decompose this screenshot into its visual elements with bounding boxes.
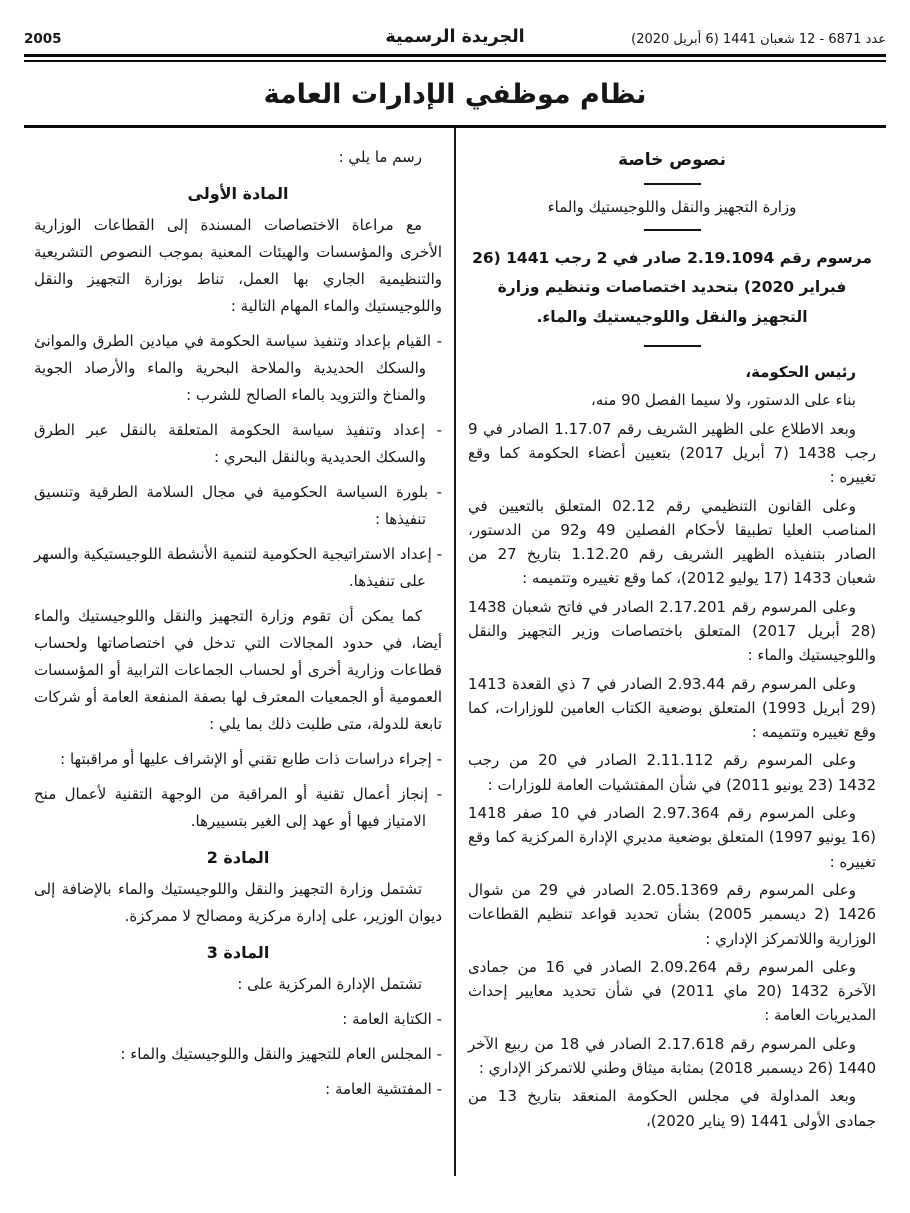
gazette-title: الجريدة الرسمية	[385, 27, 525, 47]
page-number: 2005	[24, 31, 62, 47]
article-paragraph: تشتمل الإدارة المركزية على :	[237, 975, 422, 993]
article-2-heading: المادة 2	[206, 848, 270, 867]
article-1-heading: المادة الأولى	[187, 184, 289, 203]
preamble-paragraph: وعلى المرسوم رقم 2.97.364 الصادر في 10 صفر 1418 (16 يونيو 1997) المتعلق بوضعية مديري الإدارة المركزية كما وقع تغييره :	[468, 804, 876, 871]
list-item: - إجراء دراسات ذات طابع تقني أو الإشراف عليها أو مراقبتها :	[60, 750, 442, 768]
list-item: - بلورة السياسة الحكومية في مجال السلامة الطرقية وتنسيق تنفيذها :	[34, 483, 442, 528]
article-paragraph: كما يمكن أن تقوم وزارة التجهيز والنقل واللوجيستيك والماء أيضا، في حدود المجالات التي تدخل في اختصاصاتها ولحساب قطاعات وزارية أخرى أو لحساب الجماعات الترابية أو المؤسسات العمومية أو الجمعيات المعترف لها بصفة المنفعة العامة أو شركات تابعة للدولة، متى طلبت ذلك بما يلي :	[34, 607, 442, 733]
preamble-paragraph: وعلى المرسوم رقم 2.09.264 الصادر في 16 من جمادى الآخرة 1432 (20 ماي 2011) في شأن تحديد معايير إحداث المديريات العامة :	[468, 957, 876, 1025]
header-double-rule	[24, 54, 886, 62]
enactment-line: رسم ما يلي :	[338, 148, 422, 166]
ministry-name: وزارة التجهيز والنقل واللوجيستيك والماء	[547, 198, 797, 216]
list-item: - إعداد الاستراتيجية الحكومية لتنمية الأنشطة اللوجيستيكية والسهر على تنفيذها.	[34, 545, 442, 590]
decree-title: مرسوم رقم 2.19.1094 صادر في 2 رجب 1441 (26 فبراير 2020) بتحديد اختصاصات وتنظيم وزارة التجهيز والنقل واللوجيستيك والماء.	[472, 249, 872, 326]
page-header	[0, 0, 910, 54]
list-item: - إعداد وتنفيذ سياسة الحكومة المتعلقة بالنقل عبر الطرق والسكك الحديدية وبالنقل البحري :	[34, 421, 442, 466]
list-item: - إنجاز أعمال تقنية أو المراقبة من الوجهة التقنية لأعمال منح الامتياز فيها أو عهد إلى الغير بتسييرها.	[34, 785, 442, 830]
preamble-paragraph: وعلى المرسوم رقم 2.05.1369 الصادر في 29 من شوال 1426 (2 ديسمبر 2005) بشأن تحديد قواعد تنظيم القطاعات الوزارية واللاتمركز الإداري :	[468, 880, 876, 948]
preamble-paragraph: وعلى المرسوم رقم 2.11.112 الصادر في 20 من رجب 1432 (23 يونيو 2011) في شأن المفتشيات العامة للوزارات :	[468, 751, 876, 794]
list-item: - الكتابة العامة :	[342, 1010, 442, 1028]
section-heading: نصوص خاصة	[618, 150, 726, 170]
document-title: نظام موظفي الإدارات العامة	[263, 79, 647, 110]
issue-info: عدد 6871 - 12 شعبان 1441 (6 أبريل 2020)	[631, 32, 886, 47]
preamble-paragraph: وعلى المرسوم رقم 2.17.618 الصادر في 18 من ربيع الآخر 1440 (26 ديسمبر 2018) بمثابة ميثاق وطني للاتمركز الإداري :	[468, 1034, 876, 1078]
separator-line	[644, 183, 701, 185]
preamble-paragraph: وبعد المداولة في مجلس الحكومة المنعقد بتاريخ 13 من جمادى الأولى 1441 (9 يناير 2020)،	[468, 1087, 876, 1130]
left-column	[22, 128, 454, 1176]
separator-line	[644, 345, 701, 347]
basis-line: بناء على الدستور، ولا سيما الفصل 90 منه،	[590, 391, 856, 410]
list-item: - المفتشية العامة :	[325, 1080, 442, 1098]
right-column	[454, 128, 888, 1176]
preamble-paragraph: وبعد الاطلاع على الظهير الشريف رقم 1.17.07 الصادر في 9 رجب 1438 (7 أبريل 2017) بتعيين أعضاء الحكومة كما وقع تغييره :	[468, 419, 876, 487]
preamble-paragraph: وعلى المرسوم رقم 2.93.44 الصادر في 7 ذي القعدة 1413 (29 أبريل 1993) المتعلق بوضعية الكتاب العامين للوزارات، كما وقع تغييره وتتميمه :	[468, 674, 876, 742]
article-3-heading: المادة 3	[206, 943, 270, 962]
preamble-paragraph: وعلى المرسوم رقم 2.17.201 الصادر في فاتح شعبان 1438 (28 أبريل 2017) المتعلق باختصاصات وزير التجهيز والنقل واللوجيستيك والماء :	[468, 597, 876, 665]
separator-line	[644, 229, 701, 231]
list-item: - المجلس العام للتجهيز والنقل واللوجيستيك والماء :	[120, 1045, 442, 1063]
list-item: - القيام بإعداد وتنفيذ سياسة الحكومة في ميادين الطرق والموانئ والسكك الحديدية والملاحة البحرية والماء والأرصاد الجوية والمناخ والتزويد بالماء الصالح للشرب :	[34, 332, 442, 404]
preamble-paragraph: وعلى القانون التنظيمي رقم 02.12 المتعلق بالتعيين في المناصب العليا تطبيقا لأحكام الفصلين 49 و92 من الدستور، الصادر بتنفيذه الظهير الشريف رقم 1.12.20 بتاريخ 27 من شعبان 1433 (17 يوليو 2012)، كما وقع تغييره وتتميمه :	[468, 496, 876, 588]
article-paragraph: مع مراعاة الاختصاصات المسندة إلى القطاعات الوزارية الأخرى والمؤسسات والهيئات المعنية بموجب النصوص التشريعية والتنظيمية الجاري بها العمل، تناط بوزارة التجهيز والنقل واللوجيستيك والماء المهام التالية :	[34, 216, 442, 315]
content-columns	[0, 128, 910, 1176]
article-paragraph: تشتمل وزارة التجهيز والنقل واللوجيستيك والماء بالإضافة إلى ديوان الوزير، على إدارة مركزية ومصالح لا ممركزة.	[34, 880, 442, 925]
salutation-line: رئيس الحكومة،	[745, 363, 856, 382]
